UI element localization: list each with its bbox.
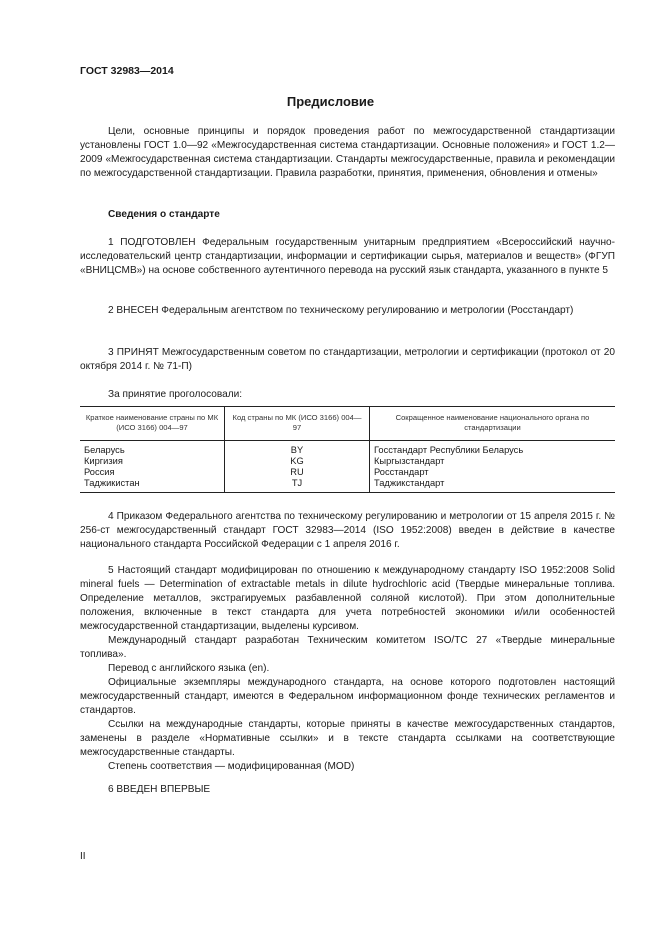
table-row	[80, 441, 615, 457]
page-title: Предисловие	[286, 94, 375, 109]
country-cell: Беларусь	[84, 445, 125, 455]
code-cell: BY	[225, 441, 370, 457]
item-5-paragraph: Официальные экземпляры международного стандарта, на основе которого подготовлен настоящий межгосударственный стандарт, имеются в Федеральном информационном фонде технических регламентов и стандартов.	[80, 677, 615, 716]
item-5	[80, 564, 615, 774]
item-4-text: 4 Приказом Федерального агентства по техническому регулированию и метрологии от 15 апреля 2015 г. № 256-ст межгосударственный стандарт ГОСТ 32983—2014 (ISO 1952:2008) введен в действие в качестве национального стандарта Российской Федерации с 1 апреля 2016 г.	[80, 511, 615, 550]
item-5-paragraph: Степень соответствия — модифицированная (MOD)	[108, 761, 355, 772]
code-cell: KG	[225, 456, 370, 467]
item-4	[80, 510, 615, 552]
code-cell: RU	[225, 467, 370, 478]
voting-table	[80, 406, 615, 493]
table-header-row	[80, 407, 615, 441]
vote-label	[80, 388, 615, 402]
item-5-paragraph: Международный стандарт разработан Техническим комитетом ISO/TC 27 «Твердые минеральные топлива».	[80, 635, 615, 660]
item-6-text: 6 ВВЕДЕН ВПЕРВЫЕ	[108, 784, 211, 795]
item-6	[80, 783, 615, 797]
vote-label-text: За принятие проголосовали:	[108, 389, 243, 400]
body-cell: Госстандарт Республики Беларусь	[370, 441, 616, 457]
body-cell: Росстандарт	[370, 467, 616, 478]
intro-text: Цели, основные принципы и порядок проведения работ по межгосударственной стандартизации установлены ГОСТ 1.0—92 «Межгосударственная система стандартизации. Основные положения» и ГОСТ 1.2—2009 «Межгосударственная система стандартизации. Стандарты межгосударственные, правила и рекомендации по межгосударственной стандартизации. Правила разработки, принятия, применения, обновления и отмены»	[80, 126, 615, 179]
item-2	[80, 304, 615, 318]
section-subheading: Сведения о стандарте	[108, 209, 220, 220]
item-1-text: 1 ПОДГОТОВЛЕН Федеральным государственным унитарным предприятием «Всероссийский научно-исследовательский центр стандартизации, информации и сертификации сырья, материалов и веществ» (ФГУП «ВНИЦСМВ») на основе собственного аутентичного перевода на русский язык стандарта, указанного в пункте 5	[80, 237, 615, 276]
country-cell: Россия	[84, 467, 115, 477]
table-row	[80, 467, 615, 478]
page-number: II	[80, 851, 86, 862]
item-5-paragraph: Перевод с английского языка (en).	[108, 663, 270, 674]
body-cell: Кыргызстандарт	[370, 456, 616, 467]
column-header-code: Код страны по МК (ИСО 3166) 004—97	[225, 407, 370, 441]
document-header: ГОСТ 32983—2014	[80, 65, 174, 77]
table-row	[80, 456, 615, 467]
table-row	[80, 478, 615, 493]
item-2-text: 2 ВНЕСЕН Федеральным агентством по техническому регулированию и метрологии (Росстандарт)	[108, 305, 574, 316]
body-cell: Таджикстандарт	[370, 478, 616, 493]
column-header-country: Краткое наименование страны по МК (ИСО 3166) 004—97	[80, 407, 225, 441]
column-header-body: Сокращенное наименование национального органа по стандартизации	[370, 407, 616, 441]
code-cell: TJ	[225, 478, 370, 493]
item-3	[80, 346, 615, 374]
item-5-paragraph: 5 Настоящий стандарт модифицирован по отношению к международному стандарту ISO 1952:2008 Solid mineral fuels — Determination of extractable metals in dilute hydrochloric acid (Твердые минеральные топлива. Определение металлов, экстрагируемых разбавленной соляной кислотой). При этом дополнительные положения, включенные в текст стандарта для учета потребностей экономики и/или особенностей межгосударственной стандартизации, выделены курсивом.	[80, 565, 615, 632]
item-3-text: 3 ПРИНЯТ Межгосударственным советом по стандартизации, метрологии и сертификации (протокол от 20 октября 2014 г. № 71-П)	[80, 347, 615, 372]
item-5-paragraph: Ссылки на международные стандарты, которые приняты в качестве межгосударственных стандартов, заменены в разделе «Нормативные ссылки» и в тексте стандарта ссылками на соответствующие межгосударственные стандарты.	[80, 719, 615, 758]
item-1	[80, 236, 615, 278]
intro-paragraph	[80, 125, 615, 181]
country-cell: Таджикистан	[80, 478, 225, 493]
country-cell: Киргизия	[84, 456, 123, 466]
